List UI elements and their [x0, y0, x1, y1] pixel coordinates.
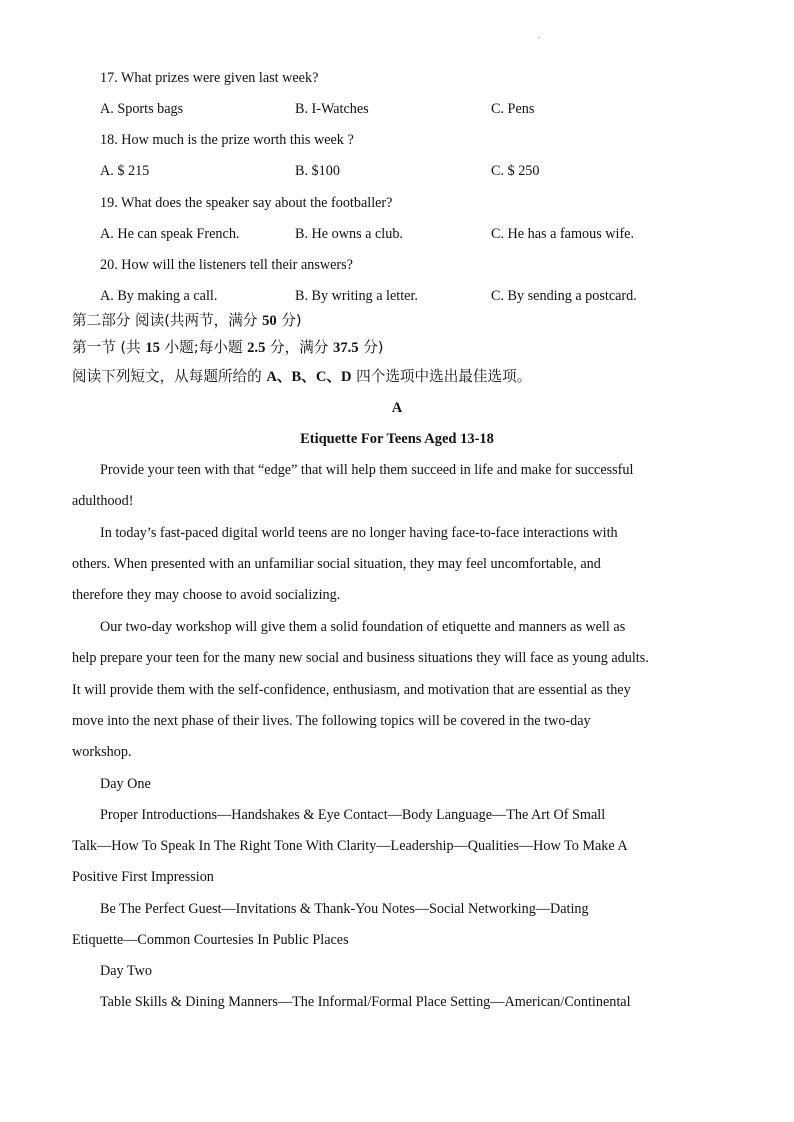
option-18-a: A. $ 215 [100, 163, 150, 179]
question-19: 19. What does the speaker say about the footballer? [100, 195, 393, 211]
passage-line: Be The Perfect Guest—Invitations & Thank-You Notes—Social Networking—Dating [100, 901, 589, 917]
option-19-c: C. He has a famous wife. [491, 226, 635, 242]
instructions-options: A、B、C、D [266, 369, 352, 385]
sub-heading-text: 第一节 (共 [72, 339, 146, 356]
option-17-b: B. I-Watches [295, 101, 369, 117]
passage-line: Talk—How To Speak In The Right Tone With Clarity—Leadership—Qualities—How To Make A [72, 838, 628, 854]
passage-line: Proper Introductions—Handshakes & Eye Contact—Body Language—The Art Of Small [100, 807, 606, 823]
part-heading-suffix: 分) [276, 312, 302, 329]
passage-line: help prepare your teen for the many new social and business situations they will face as young adults. [72, 650, 649, 666]
question-count: 15 [145, 340, 160, 356]
header-mark: . [538, 30, 541, 40]
passage-letter: A [391, 400, 403, 416]
sub-heading-mid2: 分，满分 [265, 339, 334, 356]
question-18: 18. How much is the prize worth this week ? [100, 132, 354, 148]
day-two-heading: Day Two [100, 963, 152, 979]
question-17: 17. What prizes were given last week? [100, 70, 319, 86]
section-sub-heading [72, 338, 384, 358]
option-18-b: B. $100 [295, 163, 340, 179]
option-20-a: A. By making a call. [100, 288, 218, 304]
instructions-suffix: 四个选项中选出最佳选项。 [351, 368, 532, 385]
option-17-a: A. Sports bags [100, 101, 184, 117]
passage-line: Positive First Impression [72, 869, 214, 885]
passage-line: In today’s fast-paced digital world teens are no longer having face-to-face interactions with [100, 525, 618, 541]
passage-line: Etiquette—Common Courtesies In Public Places [72, 932, 349, 948]
passage-line: move into the next phase of their lives. The following topics will be covered in the two-day [72, 713, 591, 729]
option-18-c: C. $ 250 [491, 163, 540, 179]
option-20-c: C. By sending a postcard. [491, 288, 637, 304]
passage-line: adulthood! [72, 493, 134, 509]
day-one-heading: Day One [100, 776, 151, 792]
instructions-text: 阅读下列短文，从每题所给的 [72, 368, 267, 385]
question-20: 20. How will the listeners tell their answers? [100, 257, 353, 273]
passage-line: Table Skills & Dining Manners—The Informal/Formal Place Setting—American/Continental [100, 994, 631, 1010]
passage-title: Etiquette For Teens Aged 13-18 [300, 431, 494, 447]
section-instructions [72, 367, 531, 387]
passage-line: workshop. [72, 744, 132, 760]
part-total-score: 50 [262, 313, 277, 329]
passage-line: It will provide them with the self-confidence, enthusiasm, and motivation that are essential as they [72, 682, 631, 698]
option-20-b: B. By writing a letter. [295, 288, 418, 304]
passage-line: therefore they may choose to avoid socializing. [72, 587, 341, 603]
option-19-a: A. He can speak French. [100, 226, 240, 242]
passage-line: others. When presented with an unfamiliar social situation, they may feel uncomfortable, and [72, 556, 601, 572]
per-question-score: 2.5 [247, 340, 266, 356]
passage-line: Our two-day workshop will give them a solid foundation of etiquette and manners as well as [100, 619, 626, 635]
passage-line: Provide your teen with that “edge” that will help them succeed in life and make for successful [100, 462, 634, 478]
section-part-heading [72, 311, 302, 331]
option-19-b: B. He owns a club. [295, 226, 403, 242]
option-17-c: C. Pens [491, 101, 535, 117]
sub-heading-suffix: 分) [358, 339, 384, 356]
part-heading-text: 第二部分 阅读(共两节，满分 [72, 312, 263, 329]
section-total-score: 37.5 [333, 340, 359, 356]
sub-heading-mid1: 小题;每小题 [159, 339, 248, 356]
